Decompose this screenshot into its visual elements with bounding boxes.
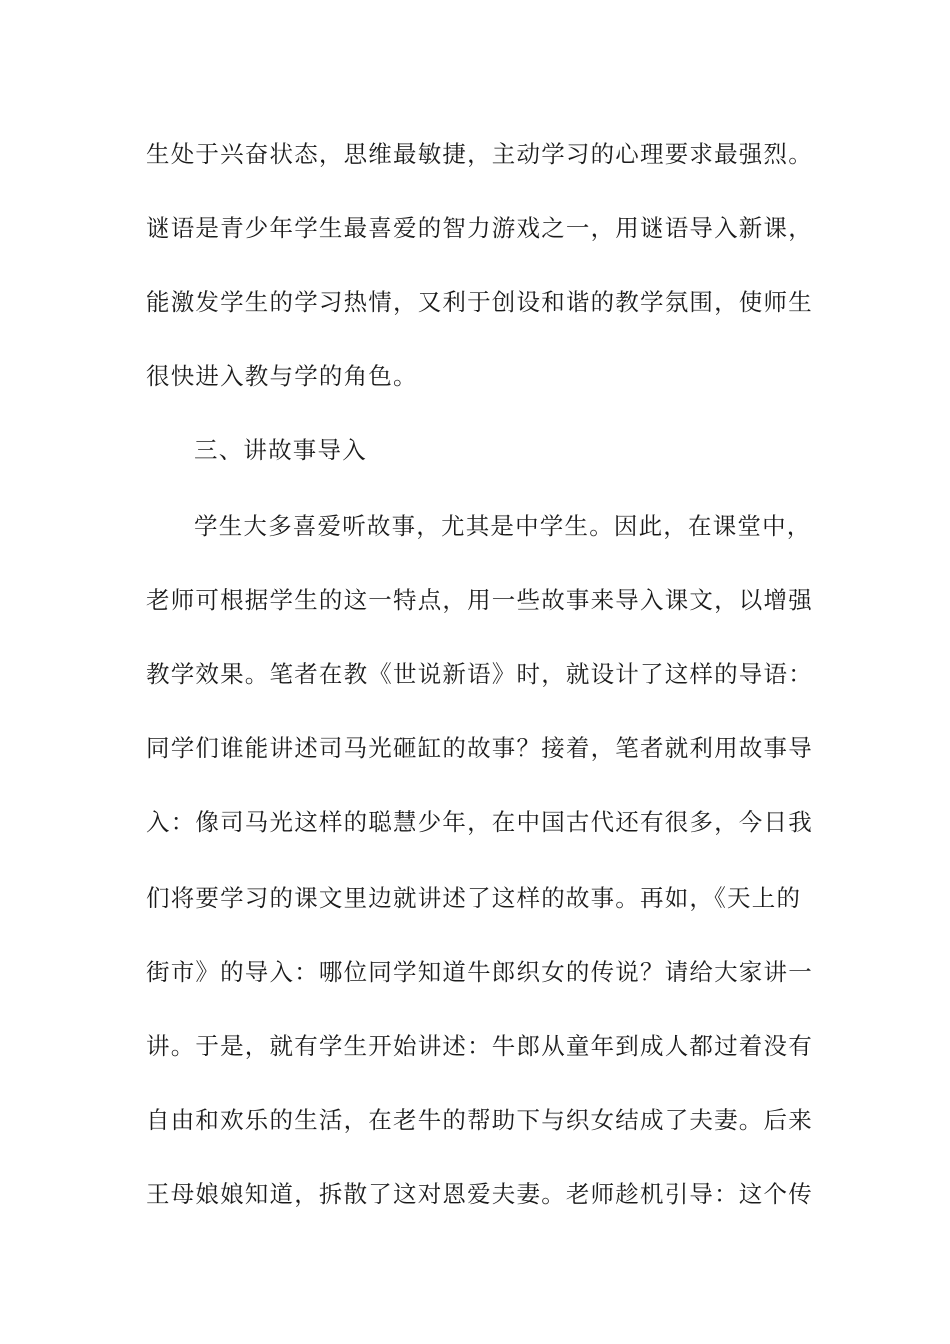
- paragraph-line: 教学效果。笔者在教《世说新语》时，就设计了这样的导语：: [146, 660, 813, 688]
- paragraph-line: 同学们谁能讲述司马光砸缸的故事？接着，笔者就利用故事导: [146, 734, 813, 762]
- paragraph-line: 生处于兴奋状态，思维最敏捷，主动学习的心理要求最强烈。: [146, 140, 813, 168]
- paragraph-line: 很快进入教与学的角色。: [146, 362, 418, 390]
- section-heading: 三、讲故事导入: [194, 436, 367, 464]
- paragraph-line: 谜语是青少年学生最喜爱的智力游戏之一，用谜语导入新课，: [146, 214, 813, 242]
- paragraph-line: 学生大多喜爱听故事，尤其是中学生。因此，在课堂中，: [194, 512, 812, 540]
- paragraph-line: 自由和欢乐的生活，在老牛的帮助下与织女结成了夫妻。后来: [146, 1106, 813, 1134]
- paragraph-line: 王母娘娘知道，拆散了这对恩爱夫妻。老师趁机引导：这个传: [146, 1180, 813, 1208]
- paragraph-line: 们将要学习的课文里边就讲述了这样的故事。再如，《天上的: [146, 884, 802, 912]
- paragraph-line: 街市》的导入：哪位同学知道牛郎织女的传说？请给大家讲一: [146, 958, 813, 986]
- paragraph-line: 入：像司马光这样的聪慧少年，在中国古代还有很多，今日我: [146, 808, 813, 836]
- paragraph-line: 老师可根据学生的这一特点，用一些故事来导入课文，以增强: [146, 586, 813, 614]
- paragraph-line: 讲。于是，就有学生开始讲述：牛郎从童年到成人都过着没有: [146, 1032, 813, 1060]
- paragraph-line: 能激发学生的学习热情，又利于创设和谐的教学氛围，使师生: [146, 288, 813, 316]
